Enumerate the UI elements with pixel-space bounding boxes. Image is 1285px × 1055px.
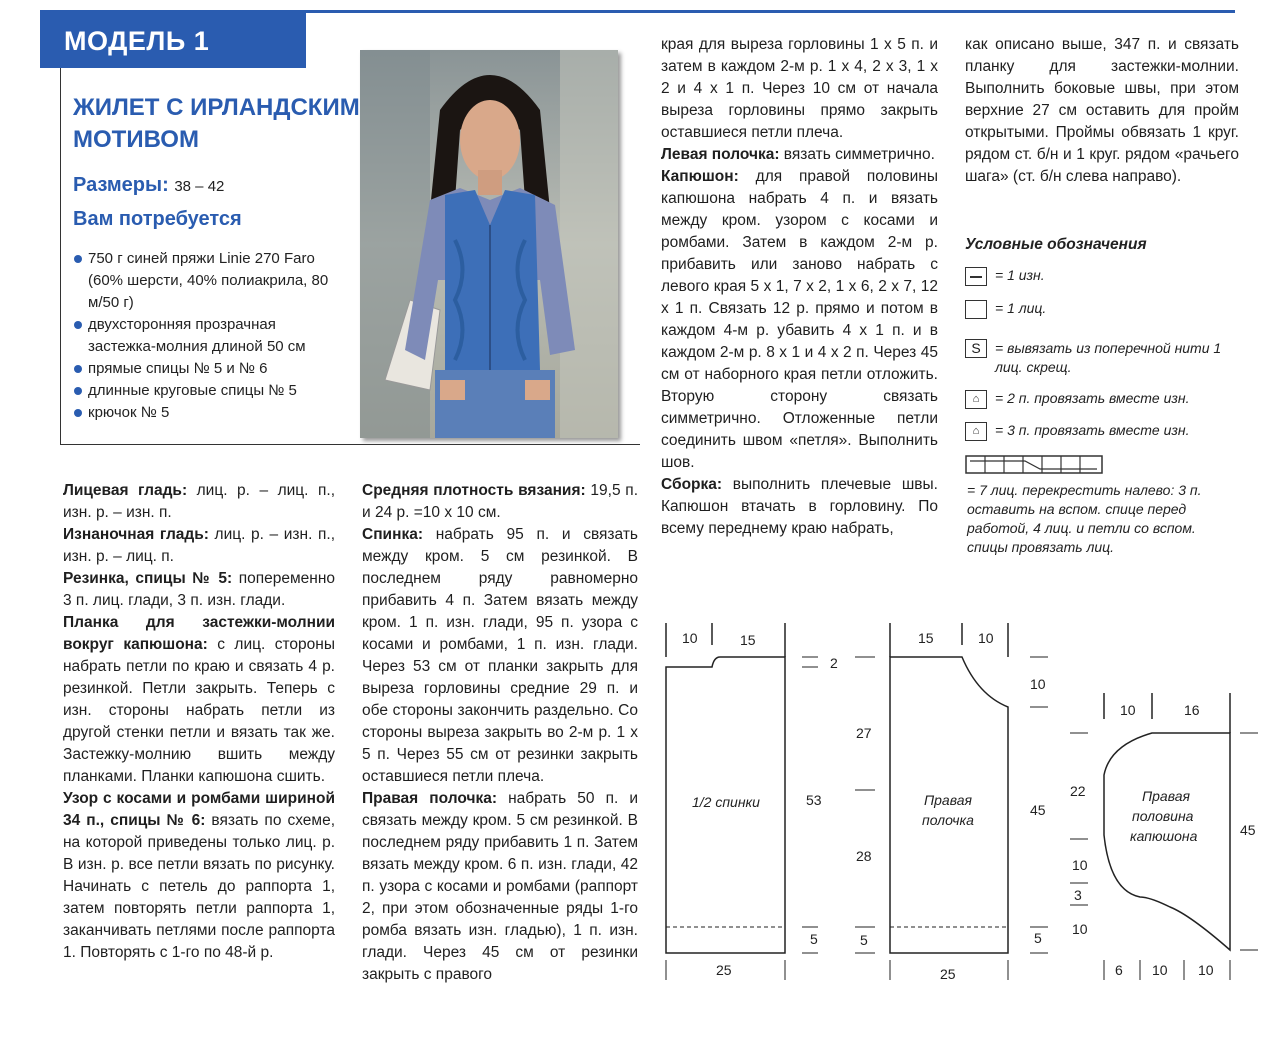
hood-dim-bottom-2: 10 xyxy=(1152,962,1168,978)
hood-dim-height: 45 xyxy=(1240,822,1256,838)
paragraph-heading: Узор с косами и ромбами шириной 34 п., спицы № 6: xyxy=(63,790,335,829)
sizes-line xyxy=(73,174,224,197)
hood-dim-2: 10 xyxy=(1072,857,1088,873)
hood-dim-1: 22 xyxy=(1070,783,1086,799)
front-dim-rib-right: 5 xyxy=(1034,930,1042,946)
paragraph-text: для правой половины капюшона набрать 4 п. и вязать между кром. узором с косами и ромбами. Затем в каждом 2-м р. прибавить или заново набрать с левого края 5 х 1, 7 х 2, 1 х 6, 2 х 7, 12 х 1 п. Связать 12 р. прямо и потом в каждом 4-м р. убавить 4 х 1 п. и в каждом 2-м р. 8 х 1 и 4 х 2 п. Через 45 см от наборного края петли отложить. Вторую сторону связать симметрично. Отложенные петли соединить швом «петля». Выполнить шов. xyxy=(661,168,938,471)
back-dim-bottom: 25 xyxy=(716,962,732,978)
paragraph xyxy=(63,612,335,788)
materials-item: длинные круговые спицы № 5 xyxy=(74,380,344,402)
paragraph xyxy=(661,34,938,144)
paragraph-heading: Планка для застежки-молнии вокруг капюшона: xyxy=(63,614,335,653)
paragraph-heading: Средняя плотность вязания: xyxy=(362,482,586,499)
photo-illustration xyxy=(360,50,618,438)
legend-item-6: = 7 лиц. перекрестить налево: 3 п. оставить на вспом. спице перед работой, 4 лиц. и петли со вспом. спицы провязать лиц. xyxy=(967,482,1202,555)
front-dim-armhole: 27 xyxy=(856,725,872,741)
paragraph xyxy=(661,144,938,166)
hood-label-1: Правая xyxy=(1142,788,1190,804)
paragraph-heading: Левая полочка: xyxy=(661,146,780,163)
paragraph-text: выполнить плечевые швы. Капюшон втачать в горловину. По всему переднему краю набрать, xyxy=(661,476,938,537)
back-dim-top-left: 10 xyxy=(682,630,698,646)
paragraph-text: 19,5 п. и 24 р. =10 х 10 см. xyxy=(362,482,639,521)
front-dim-bottom: 25 xyxy=(940,966,956,982)
paragraph-heading: Сборка: xyxy=(661,476,723,493)
title-line-2: МОТИВОМ xyxy=(73,126,199,153)
materials-item: двухсторонняя прозрачная застежка-молния длиной 50 см xyxy=(74,314,344,358)
paragraph xyxy=(63,568,335,612)
front-label-1: Правая xyxy=(924,792,972,808)
paragraph-text: лиц. р. – изн. п., изн. р. – лиц. п. xyxy=(63,526,336,565)
hood-label-2: половина xyxy=(1132,808,1194,824)
legend-knit-symbol xyxy=(965,300,987,319)
paragraph-text: края для выреза горловины 1 х 5 п. и затем в каждом 2-м р. 1 х 4, 2 х 3, 1 х 2 и 4 х 1 п. Через 10 см от начала выреза горловины прямо закрыть оставшиеся петли плеча. xyxy=(661,36,938,141)
sizes-label: Размеры: xyxy=(73,174,169,196)
back-dim-height: 53 xyxy=(806,792,822,808)
paragraph-heading: Изнаночная гладь: xyxy=(63,526,209,543)
legend-item-1: = 1 изн. xyxy=(995,267,1045,283)
paragraph-text: с лиц. стороны набрать петли по краю и связать 4 р. резинкой. Петли закрыть. Теперь с изн. стороны набрать петли из другой стенки петли и вязать так же. Застежку-молнию вшить между планками. Планки капюшона сшить. xyxy=(63,636,335,785)
front-dim-side: 28 xyxy=(856,848,872,864)
hood-dim-4: 10 xyxy=(1072,921,1088,937)
front-dim-rib-left: 5 xyxy=(860,932,868,948)
materials-list xyxy=(74,248,344,424)
legend-cable-symbol xyxy=(965,455,1103,475)
article-title xyxy=(73,92,360,156)
paragraph-heading: Спинка: xyxy=(362,526,423,543)
paragraph-text: как описано выше, 347 п. и связать планку для застежки-молнии. Выполнить боковые швы, при этом верхние 27 см оставить для пройм открытыми. Проймы обвязать 1 круг. рядом ст. б/н и 1 круг. рядом «рачьего шага» (ст. б/н слева направо). xyxy=(965,36,1239,185)
hood-dim-bottom-3: 10 xyxy=(1198,962,1214,978)
back-dim-top-right: 15 xyxy=(740,632,756,648)
text-column-3 xyxy=(661,34,938,540)
legend-item-3: = вывязать из поперечной нити 1 лиц. скрещ. xyxy=(995,340,1222,375)
paragraph-text: вязать по схеме, на которой приведены только лиц. р. В изн. р. все петли вязать по рисунку. Начинать с петель до раппорта 1, затем повторять петли раппорта 1, заканчивать петлями после раппорта 1. Повторять с 1-го по 48-й р. xyxy=(63,812,336,961)
title-line-1: ЖИЛЕТ С ИРЛАНДСКИМ xyxy=(73,94,360,121)
text-column-1 xyxy=(63,480,335,964)
sizes-value: 38 – 42 xyxy=(174,178,225,195)
paragraph xyxy=(661,474,938,540)
paragraph-text: попеременно 3 п. лиц. глади, 3 п. изн. глади. xyxy=(63,570,336,609)
legend-twist-symbol: S xyxy=(965,339,987,358)
materials-item: 750 г синей пряжи Linie 270 Faro (60% шерсти, 40% полиакрила, 80 м/50 г) xyxy=(74,248,344,314)
model-banner: МОДЕЛЬ 1 xyxy=(40,12,306,68)
legend-purl-symbol xyxy=(965,267,987,286)
front-dim-top-left: 15 xyxy=(918,630,934,646)
paragraph-heading: Капюшон: xyxy=(661,168,739,185)
legend-title: Условные обозначения xyxy=(965,236,1147,253)
materials-item: крючок № 5 xyxy=(74,402,344,424)
front-dim-top-right: 10 xyxy=(978,630,994,646)
paragraph xyxy=(362,480,638,524)
legend-p2tog-symbol: ⌂ xyxy=(965,390,987,409)
legend-item-2: = 1 лиц. xyxy=(995,300,1047,316)
legend-item-5: = 3 п. провязать вместе изн. xyxy=(995,422,1190,438)
front-dim-neck: 10 xyxy=(1030,676,1046,692)
front-label-2: полочка xyxy=(922,812,974,828)
model-photo xyxy=(360,50,618,438)
back-dim-rib: 5 xyxy=(810,931,818,947)
paragraph-text: вязать симметрично. xyxy=(779,146,935,163)
paragraph xyxy=(63,524,335,568)
back-label: 1/2 спинки xyxy=(692,794,760,810)
paragraph xyxy=(63,480,335,524)
hood-dim-bottom-1: 6 xyxy=(1115,962,1123,978)
hood-dim-3: 3 xyxy=(1074,887,1082,903)
paragraph-heading: Резинка, спицы № 5: xyxy=(63,570,233,587)
text-column-2 xyxy=(362,480,638,986)
paragraph-text: набрать 50 п. и связать между кром. 5 см резинкой. В последнем ряду прибавить 1 п. Затем вязать между кром. 6 п. изн. глади, 42 п. узора с косами и ромбами (раппорт 2, при этом обозначенные ряды 1-го ромба вязать изн. гладью), 1 п. изн. глади. Через 45 см от резинки закрыть с правого xyxy=(362,790,638,983)
schematic-diagrams xyxy=(660,615,1260,990)
materials-heading: Вам потребуется xyxy=(73,208,242,230)
paragraph-heading: Правая полочка: xyxy=(362,790,497,807)
text-column-4 xyxy=(965,34,1239,188)
paragraph-text: набрать 95 п. и связать между кром. 5 см резинкой. В последнем ряду равномерно прибавить 4 п. Затем вязать между кром. 1 п. изн. глади, 95 п. узора с косами и ромбами, 1 п. изн. глади. Через 53 см от планки закрыть для выреза горловины средние 29 п. и обе стороны закончить раздельно. Со стороны выреза закрыть во 2-м р. 1 х 5 п. Через 55 см от резинки закрыть оставшиеся петли плеча. xyxy=(362,526,638,785)
frame-bottom-rule xyxy=(60,444,640,445)
paragraph-heading: Лицевая гладь: xyxy=(63,482,188,499)
paragraph xyxy=(362,524,638,788)
paragraph xyxy=(362,788,638,986)
paragraph xyxy=(965,34,1239,188)
legend-item-4: = 2 п. провязать вместе изн. xyxy=(995,390,1190,406)
paragraph xyxy=(661,166,938,474)
materials-item: прямые спицы № 5 и № 6 xyxy=(74,358,344,380)
front-dim-height: 45 xyxy=(1030,802,1046,818)
back-dim-neck: 2 xyxy=(830,655,838,671)
hood-dim-top-left: 10 xyxy=(1120,702,1136,718)
frame-left-rule xyxy=(60,68,61,444)
paragraph-text: лиц. р. – лиц. п., изн. р. – изн. п. xyxy=(63,482,335,521)
legend-p3tog-symbol: ⌂ xyxy=(965,422,987,441)
hood-dim-top-right: 16 xyxy=(1184,702,1200,718)
paragraph xyxy=(63,788,335,964)
hood-label-3: капюшона xyxy=(1130,828,1198,844)
